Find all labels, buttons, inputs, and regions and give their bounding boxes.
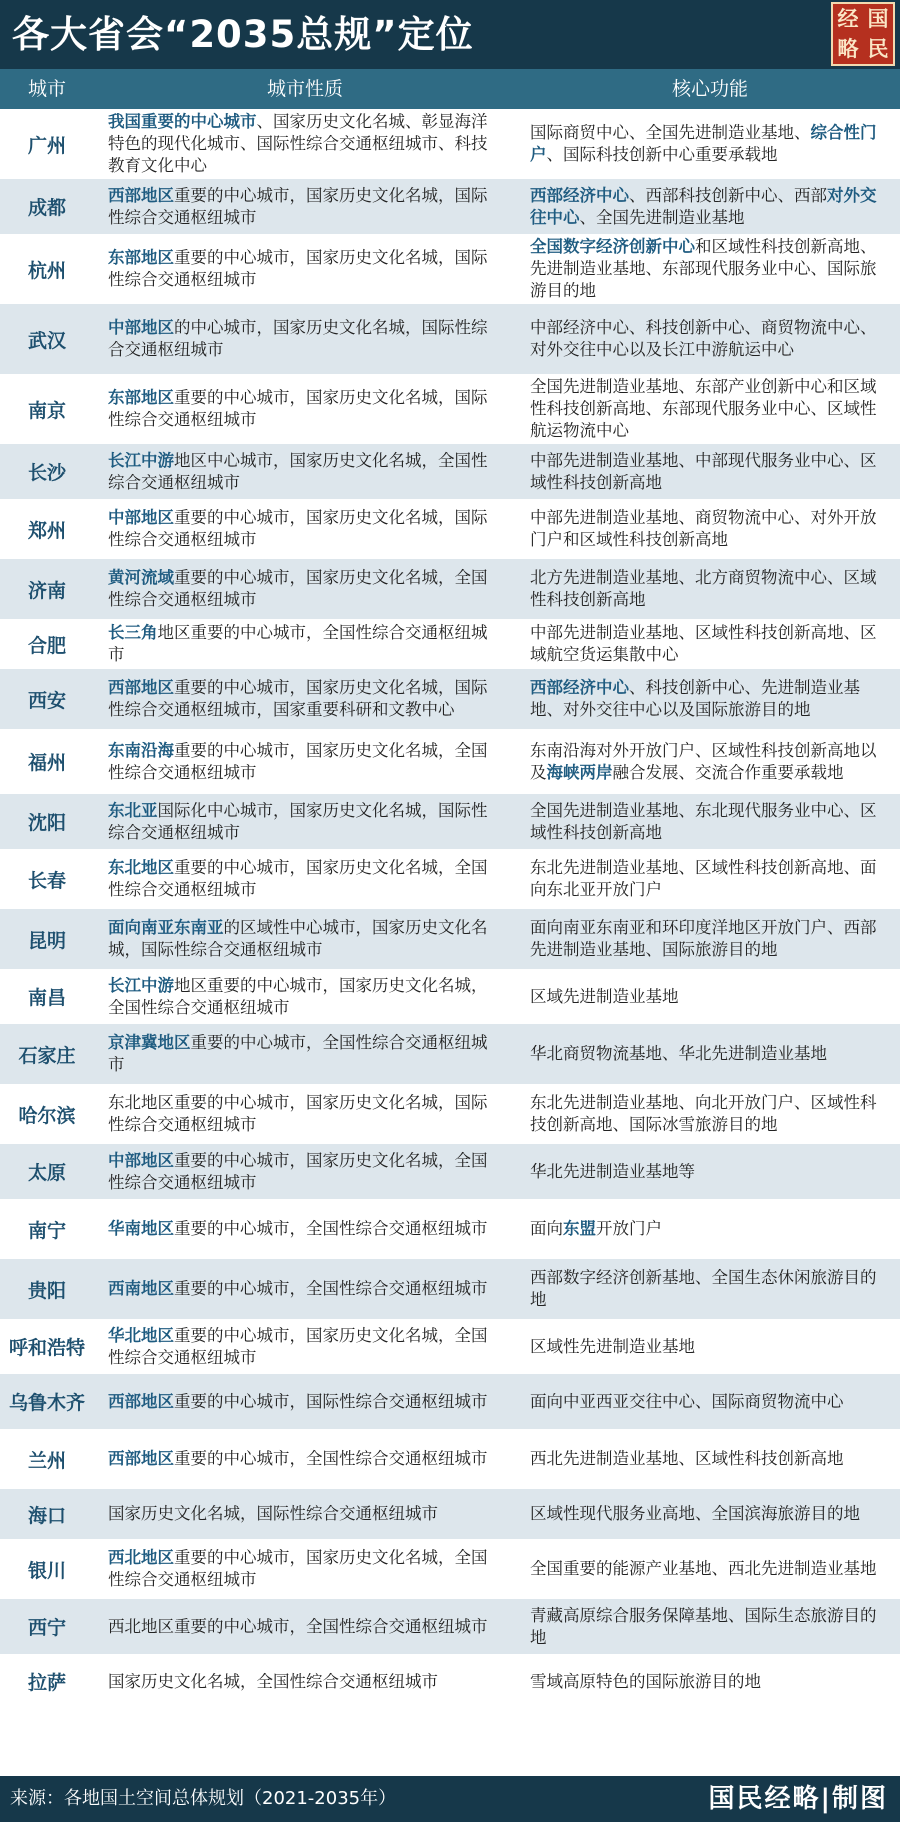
text-segment: 国际化中心城市，国家历史文化名城，国际性综合交通枢纽城市 [108,800,488,842]
core-function-cell [530,499,882,559]
table-row [0,849,900,909]
city-nature-cell [108,1319,498,1374]
text-segment: 国家历史文化名城，全国性综合交通枢纽城市 [108,1671,438,1691]
core-function-cell [530,909,882,969]
highlight-text: 我国重要的中心城市 [108,112,257,131]
text-segment: 重要的中心城市，国家历史文化名城，全国性综合交通枢纽城市 [108,858,488,899]
table-row [0,444,900,499]
text-segment: 重要的中心城市，国家历史文化名城，全国性综合交通枢纽城市 [108,1150,488,1192]
city-name: 石家庄 [18,1044,76,1067]
city-name: 哈尔滨 [18,1104,76,1127]
header-function: 核心功能 [671,78,748,100]
city-name: 杭州 [27,259,66,282]
city-nature-cell [108,1374,498,1429]
text-segment: 中部先进制造业基地、中部现代服务业中心、区域性科技创新高地 [530,450,877,492]
core-function-cell [530,794,882,849]
highlight-text: 西部地区 [108,1449,174,1468]
table-row [0,1374,900,1429]
table-row [0,1199,900,1259]
table-row [0,669,900,729]
city-nature-cell [108,1199,498,1259]
city-nature-cell [108,1429,498,1489]
city-name: 兰州 [27,1449,66,1472]
core-function-cell [530,1374,882,1429]
footer-bar [0,1776,900,1822]
city-name: 长春 [27,869,66,892]
text-segment: 青藏高原综合服务保障基地、国际生态旅游目的地 [530,1605,877,1647]
table-row [0,1599,900,1654]
table-row [0,729,900,794]
city-name: 西宁 [27,1617,66,1639]
seal-char: 略 [837,37,859,61]
text-segment: 重要的中心城市，全国性综合交通枢纽城市 [174,1219,488,1238]
city-name: 福州 [27,752,66,774]
text-segment: 雪域高原特色的国际旅游目的地 [530,1671,761,1691]
city-name: 武汉 [27,329,66,352]
city-name: 郑州 [27,519,66,542]
highlight-text: 西北地区 [108,1548,174,1567]
text-segment: 西北地区重要的中心城市，全国性综合交通枢纽城市 [108,1616,488,1636]
text-segment: 区域性先进制造业基地 [530,1336,695,1356]
table-body [0,109,900,1709]
city-nature-cell [108,1539,498,1599]
text-segment: 全国先进制造业基地、东北现代服务业中心、区域性科技创新高地 [530,800,877,842]
core-function-cell [530,304,882,374]
city-name: 海口 [27,1504,66,1527]
text-segment: 重要的中心城市，国家历史文化名城，国际性综合交通枢纽城市 [108,185,488,227]
highlight-text: 东北亚 [108,800,158,820]
city-nature-cell [108,179,498,234]
table-row [0,1144,900,1199]
text-segment: 面向南亚东南亚和环印度洋地区开放门户、西部先进制造业基地、国际旅游目的地 [530,918,877,959]
core-function-cell [530,1489,882,1539]
text-segment: 重要的中心城市，国家历史文化名城，国际性综合交通枢纽城市 [108,508,488,549]
city-nature-cell [108,304,498,374]
table-row [0,1024,900,1084]
city-name: 成都 [27,197,66,219]
header-nature: 城市性质 [266,78,343,100]
highlight-text: 西部经济中心 [530,678,629,697]
highlight-text: 京津冀地区 [108,1033,191,1052]
table-row [0,1259,900,1319]
text-segment: 、科技创新中心、先进制造业基地、对外交往中心以及国际旅游目的地 [530,678,860,719]
seal-char: 国 [867,7,889,31]
city-nature-cell [108,909,498,969]
highlight-text: 长三角 [108,623,158,642]
core-function-cell [530,444,882,499]
text-segment: 中部先进制造业基地、商贸物流中心、对外开放门户和区域性科技创新高地 [530,508,877,549]
text-segment: 东北先进制造业基地、区域性科技创新高地、面向东北亚开放门户 [530,858,877,899]
text-segment: 西北先进制造业基地、区域性科技创新高地 [530,1449,844,1468]
city-nature-cell [108,234,498,304]
table-header [0,69,900,109]
text-segment: 东北地区重要的中心城市，国家历史文化名城，国际性综合交通枢纽城市 [108,1093,488,1134]
city-nature-cell [108,1259,498,1319]
highlight-text: 西部地区 [108,185,174,205]
city-nature-cell [108,849,498,909]
core-function-cell [530,1199,882,1259]
text-segment: 国际商贸中心、全国先进制造业基地、 [530,123,811,142]
highlight-text: 东北地区 [108,858,174,877]
text-segment: 重要的中心城市，国家历史文化名城，全国性综合交通枢纽城市 [108,568,488,609]
core-function-cell [530,669,882,729]
text-segment: 和区域性科技创新高地、先进制造业基地、东部现代服务业中心、国际旅游目的地 [530,237,877,300]
table-row [0,969,900,1024]
city-nature-cell [108,499,498,559]
core-function-cell [530,1539,882,1599]
core-function-cell [530,179,882,234]
table-row [0,109,900,179]
core-function-cell [530,1654,882,1709]
highlight-text: 长江中游 [108,450,174,470]
city-name: 沈阳 [27,812,66,834]
text-segment: 全国重要的能源产业基地、西北先进制造业基地 [530,1559,877,1578]
city-nature-cell [108,1144,498,1199]
table-row [0,1084,900,1144]
city-name: 南昌 [27,987,66,1009]
text-segment: 区域先进制造业基地 [530,986,679,1006]
core-function-cell [530,1599,882,1654]
table-row [0,179,900,234]
highlight-text: 黄河流域 [108,568,174,587]
table-row [0,1429,900,1489]
text-segment: 重要的中心城市，全国性综合交通枢纽城市 [174,1279,488,1298]
highlight-text: 对外交往中心 [530,185,877,227]
table-row [0,1654,900,1709]
city-name: 贵阳 [27,1279,66,1302]
text-segment: 、全国先进制造业基地 [579,207,745,227]
table-row [0,304,900,374]
text-segment: 地区中心城市，国家历史文化名城，全国性综合交通枢纽城市 [108,450,488,492]
text-segment: 面向 [530,1219,563,1238]
text-segment: 国家历史文化名城，国际性综合交通枢纽城市 [108,1504,438,1523]
core-function-cell [530,559,882,619]
text-segment: 东南沿海对外开放门户、区域性科技创新高地以及 [530,740,877,782]
city-nature-cell [108,969,498,1024]
city-nature-cell [108,794,498,849]
text-segment: 的中心城市，国家历史文化名城，国际性综合交通枢纽城市 [108,318,488,359]
seal-char: 经 [837,7,859,31]
source-note: 来源：各地国土空间总体规划（2021-2035年） [10,1788,397,1809]
core-function-cell [530,1084,882,1144]
highlight-text: 华北地区 [108,1325,174,1345]
text-segment: 重要的中心城市，国际性综合交通枢纽城市 [174,1391,488,1411]
city-name: 南宁 [27,1219,66,1242]
highlight-text: 中部地区 [108,508,174,527]
text-segment: 重要的中心城市，国家历史文化名城，国际性综合交通枢纽城市 [108,388,488,429]
core-function-cell [530,619,882,669]
highlight-text: 中部地区 [108,1150,174,1170]
text-segment: 、国家历史文化名城、彰显海洋特色的现代化城市、国际性综合交通枢纽城市、科技教育文化中心 [108,112,488,175]
highlight-text: 东部地区 [108,388,174,407]
city-name: 拉萨 [27,1672,66,1694]
text-segment: 重要的中心城市，国家历史文化名城，全国性综合交通枢纽城市 [108,740,488,782]
table-row [0,234,900,304]
highlight-text: 西部地区 [108,1391,174,1411]
text-segment: 华北先进制造业基地等 [530,1161,695,1181]
text-segment: 中部经济中心、科技创新中心、商贸物流中心、对外交往中心以及长江中游航运中心 [530,318,877,359]
core-function-cell [530,109,882,179]
city-nature-cell [108,1489,498,1539]
city-nature-cell [108,559,498,619]
highlight-text: 西南地区 [108,1279,174,1298]
text-segment: 重要的中心城市，国家历史文化名城，全国性综合交通枢纽城市 [108,1325,488,1367]
table-row [0,374,900,444]
page-title: 各大省会“2035总规”定位 [12,13,474,56]
table-row [0,559,900,619]
core-function-cell [530,849,882,909]
table-row [0,499,900,559]
text-segment: 、国际科技创新中心重要承载地 [546,145,778,164]
text-segment: 地区重要的中心城市，全国性综合交通枢纽城市 [108,623,488,664]
city-nature-cell [108,729,498,794]
text-segment: 重要的中心城市，全国性综合交通枢纽城市 [174,1449,488,1468]
highlight-text: 面向南亚东南亚 [108,918,224,937]
highlight-text: 东南沿海 [108,740,174,760]
highlight-text: 长江中游 [108,975,174,995]
table-row [0,909,900,969]
text-segment: 重要的中心城市，国家历史文化名城，全国性综合交通枢纽城市 [108,1548,488,1589]
city-nature-cell [108,1024,498,1084]
core-function-cell [530,969,882,1024]
core-function-cell [530,1259,882,1319]
city-nature-cell [108,1084,498,1144]
core-function-cell [530,374,882,444]
city-name: 昆明 [27,929,66,952]
brand-credit: 国民经略|制图 [708,1784,888,1814]
city-nature-cell [108,1599,498,1654]
table-row [0,1489,900,1539]
text-segment: 西部数字经济创新基地、全国生态休闲旅游目的地 [530,1268,877,1309]
text-segment: 东北先进制造业基地、向北开放门户、区域性科技创新高地、国际冰雪旅游目的地 [530,1093,877,1134]
city-name: 乌鲁木齐 [8,1392,85,1414]
highlight-text: 海峡两岸 [546,762,613,782]
text-segment: 北方先进制造业基地、北方商贸物流中心、区域性科技创新高地 [530,568,877,609]
city-nature-cell [108,669,498,729]
text-segment: 华北商贸物流基地、华北先进制造业基地 [530,1044,827,1063]
highlight-text: 西部地区 [108,678,174,697]
text-segment: 的区域性中心城市，国家历史文化名城，国际性综合交通枢纽城市 [108,918,488,959]
city-name: 合肥 [27,634,66,657]
table-row [0,1539,900,1599]
highlight-text: 东盟 [563,1219,596,1238]
city-name: 广州 [27,134,66,157]
city-name: 呼和浩特 [8,1337,85,1359]
city-nature-cell [108,374,498,444]
core-function-cell [530,1144,882,1199]
city-nature-cell [108,444,498,499]
city-name: 济南 [27,579,66,602]
table-row [0,619,900,669]
highlight-text: 华南地区 [108,1219,174,1238]
core-function-cell [530,234,882,304]
text-segment: 重要的中心城市，国家历史文化名城，国际性综合交通枢纽城市 [108,248,488,289]
core-function-cell [530,1319,882,1374]
table-row [0,1319,900,1374]
title-bar [0,0,900,69]
core-function-cell [530,1024,882,1084]
city-nature-cell [108,1654,498,1709]
highlight-text: 中部地区 [108,318,174,337]
text-segment: 重要的中心城市，国家历史文化名城，国际性综合交通枢纽城市，国家重要科研和文教中心 [108,678,488,719]
city-name: 银川 [27,1559,66,1582]
table-row [0,794,900,849]
seal-char: 民 [867,37,889,61]
city-name: 长沙 [27,462,66,484]
text-segment: 区域性现代服务业高地、全国滨海旅游目的地 [530,1504,860,1523]
highlight-text: 东部地区 [108,248,174,267]
city-name: 西安 [27,689,66,712]
header-city: 城市 [27,78,66,100]
highlight-text: 全国数字经济创新中心 [530,237,695,256]
text-segment: 面向中亚西亚交往中心、国际商贸物流中心 [530,1391,844,1411]
highlight-text: 综合性门户 [530,123,877,164]
core-function-cell [530,729,882,794]
text-segment: 、西部科技创新中心、西部 [629,185,827,205]
core-function-cell [530,1429,882,1489]
text-segment: 地区重要的中心城市，国家历史文化名城，全国性综合交通枢纽城市 [108,975,488,1017]
text-segment: 开放门户 [596,1219,662,1238]
city-name: 太原 [27,1162,66,1184]
highlight-text: 西部经济中心 [530,185,629,205]
brand-seal-logo [831,2,895,66]
city-name: 南京 [27,399,66,422]
text-segment: 重要的中心城市，全国性综合交通枢纽城市 [108,1033,488,1074]
text-segment: 融合发展、交流合作重要承载地 [612,762,844,782]
city-nature-cell [108,109,498,179]
text-segment: 中部先进制造业基地、区域性科技创新高地、区域航空货运集散中心 [530,623,877,664]
text-segment: 全国先进制造业基地、东部产业创新中心和区域性科技创新高地、东部现代服务业中心、区域性航运物流中心 [530,377,877,440]
city-nature-cell [108,619,498,669]
